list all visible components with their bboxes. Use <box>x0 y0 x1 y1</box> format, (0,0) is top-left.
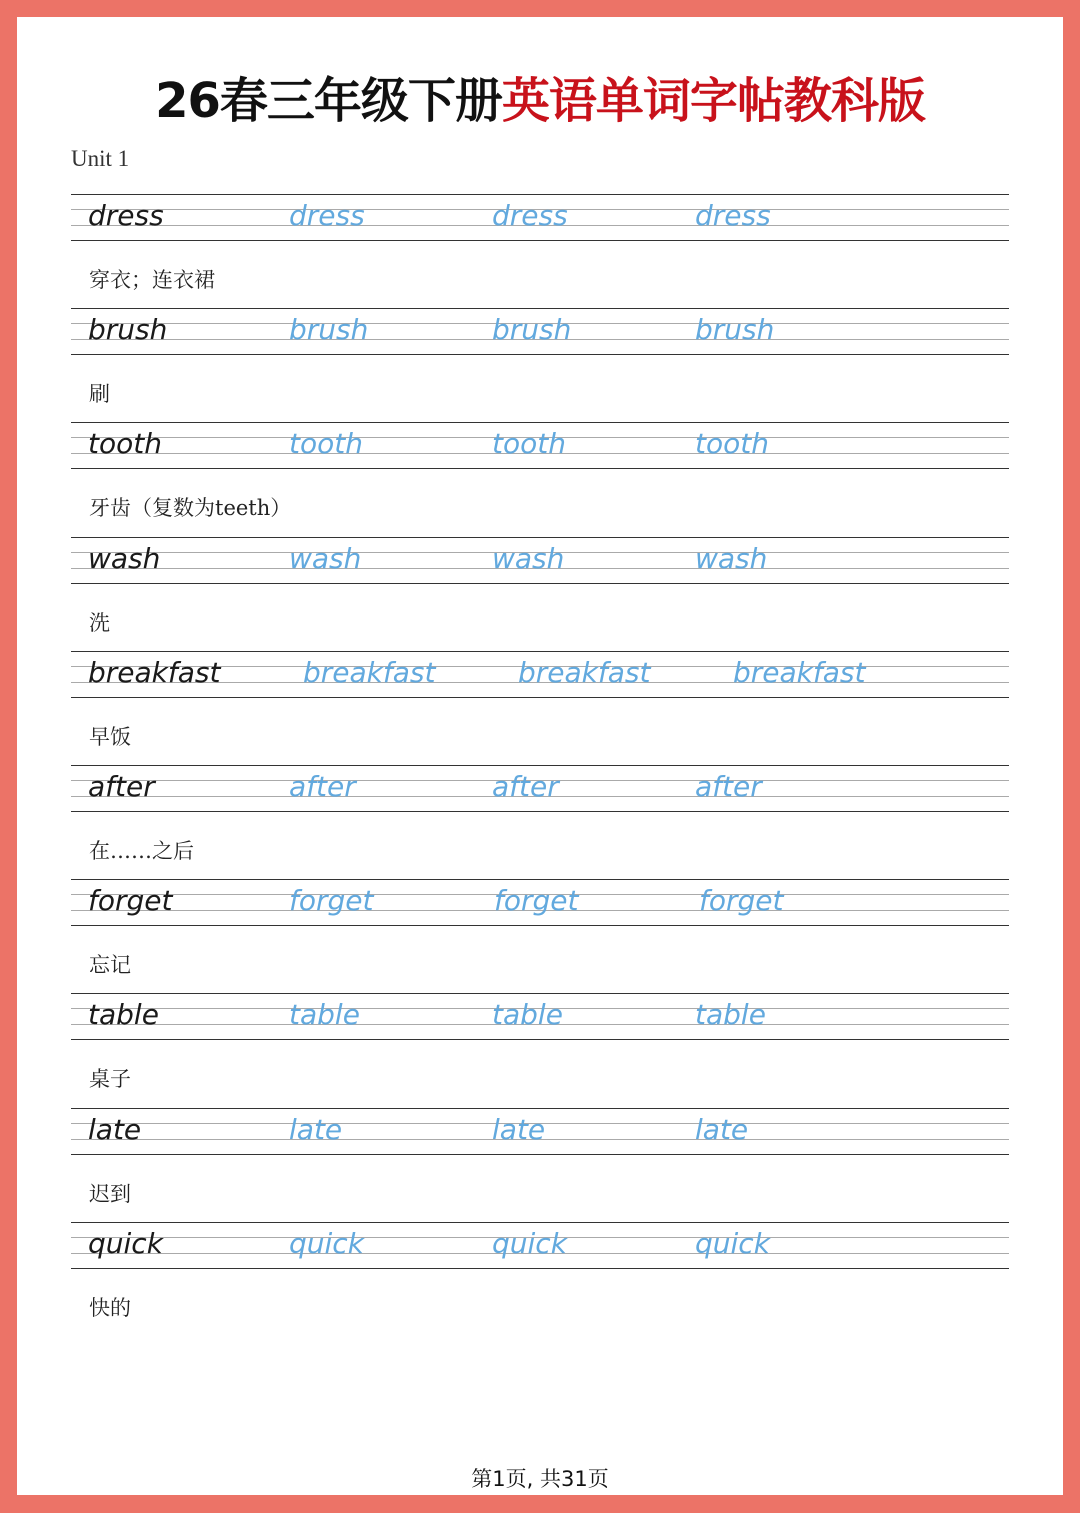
guide-line <box>71 422 1009 423</box>
guide-line <box>71 811 1009 812</box>
writing-row <box>71 879 1009 927</box>
word-sample: quick <box>88 1227 163 1260</box>
word-meaning: 早饭 <box>89 725 131 749</box>
word-meaning: 刷 <box>89 382 110 406</box>
word-meaning: 穿衣；连衣裙 <box>89 268 215 292</box>
word-sample: after <box>88 770 155 803</box>
word-trace: brush <box>289 313 369 346</box>
guide-line <box>71 354 1009 355</box>
word-sample: dress <box>88 199 164 232</box>
word-meaning: 在……之后 <box>89 839 194 863</box>
word-trace: dress <box>695 199 771 232</box>
guide-line <box>71 583 1009 584</box>
writing-row <box>71 993 1009 1041</box>
word-sample: late <box>88 1113 142 1146</box>
writing-row <box>71 1222 1009 1270</box>
page-title <box>0 62 1080 131</box>
word-meaning: 桌子 <box>89 1067 131 1091</box>
word-sample: brush <box>88 313 168 346</box>
word-meaning: 迟到 <box>89 1182 131 1206</box>
word-trace: wash <box>289 542 362 575</box>
word-trace: brush <box>695 313 775 346</box>
word-trace: breakfast <box>518 656 651 689</box>
word-sample: table <box>88 998 159 1031</box>
writing-row <box>71 308 1009 356</box>
writing-row <box>71 651 1009 699</box>
title-part-black: 26春三年级下册 <box>155 73 502 129</box>
word-trace: dress <box>289 199 365 232</box>
writing-row <box>71 194 1009 242</box>
word-sample: tooth <box>88 427 162 460</box>
word-trace: tooth <box>492 427 566 460</box>
guide-line <box>71 1154 1009 1155</box>
guide-line <box>71 308 1009 309</box>
word-trace: brush <box>492 313 572 346</box>
word-trace: quick <box>695 1227 770 1260</box>
guide-line <box>71 697 1009 698</box>
unit-label: Unit 1 <box>71 146 130 171</box>
writing-row <box>71 422 1009 470</box>
page-footer: 第1页, 共31页 <box>471 1467 609 1491</box>
guide-line <box>71 1222 1009 1223</box>
word-sample: forget <box>88 884 173 917</box>
word-trace: after <box>695 770 762 803</box>
title-part-red: 英语单词字帖教科版 <box>501 73 925 129</box>
guide-line <box>71 537 1009 538</box>
guide-line <box>71 925 1009 926</box>
word-trace: late <box>289 1113 343 1146</box>
word-trace: after <box>289 770 356 803</box>
word-trace: late <box>492 1113 546 1146</box>
word-trace: breakfast <box>733 656 866 689</box>
word-trace: late <box>695 1113 749 1146</box>
guide-line <box>71 993 1009 994</box>
word-trace: tooth <box>695 427 769 460</box>
word-trace: table <box>492 998 563 1031</box>
word-sample: breakfast <box>88 656 221 689</box>
guide-line <box>71 1108 1009 1109</box>
guide-line <box>71 194 1009 195</box>
writing-row <box>71 1108 1009 1156</box>
word-meaning: 洗 <box>89 611 110 635</box>
word-meaning: 牙齿（复数为teeth） <box>89 496 292 520</box>
word-trace: wash <box>492 542 565 575</box>
word-trace: tooth <box>289 427 363 460</box>
word-trace: breakfast <box>303 656 436 689</box>
guide-line <box>71 765 1009 766</box>
word-trace: table <box>695 998 766 1031</box>
word-sample: wash <box>88 542 161 575</box>
guide-line <box>71 468 1009 469</box>
word-trace: quick <box>289 1227 364 1260</box>
word-trace: forget <box>494 884 579 917</box>
guide-line <box>71 1039 1009 1040</box>
guide-line <box>71 879 1009 880</box>
word-trace: after <box>492 770 559 803</box>
word-trace: forget <box>699 884 784 917</box>
word-meaning: 忘记 <box>89 953 131 977</box>
word-trace: table <box>289 998 360 1031</box>
word-meaning: 快的 <box>89 1296 131 1320</box>
word-trace: quick <box>492 1227 567 1260</box>
word-trace: dress <box>492 199 568 232</box>
writing-row <box>71 537 1009 585</box>
guide-line <box>71 1268 1009 1269</box>
writing-row <box>71 765 1009 813</box>
word-trace: forget <box>289 884 374 917</box>
word-trace: wash <box>695 542 768 575</box>
guide-line <box>71 651 1009 652</box>
guide-line <box>71 240 1009 241</box>
